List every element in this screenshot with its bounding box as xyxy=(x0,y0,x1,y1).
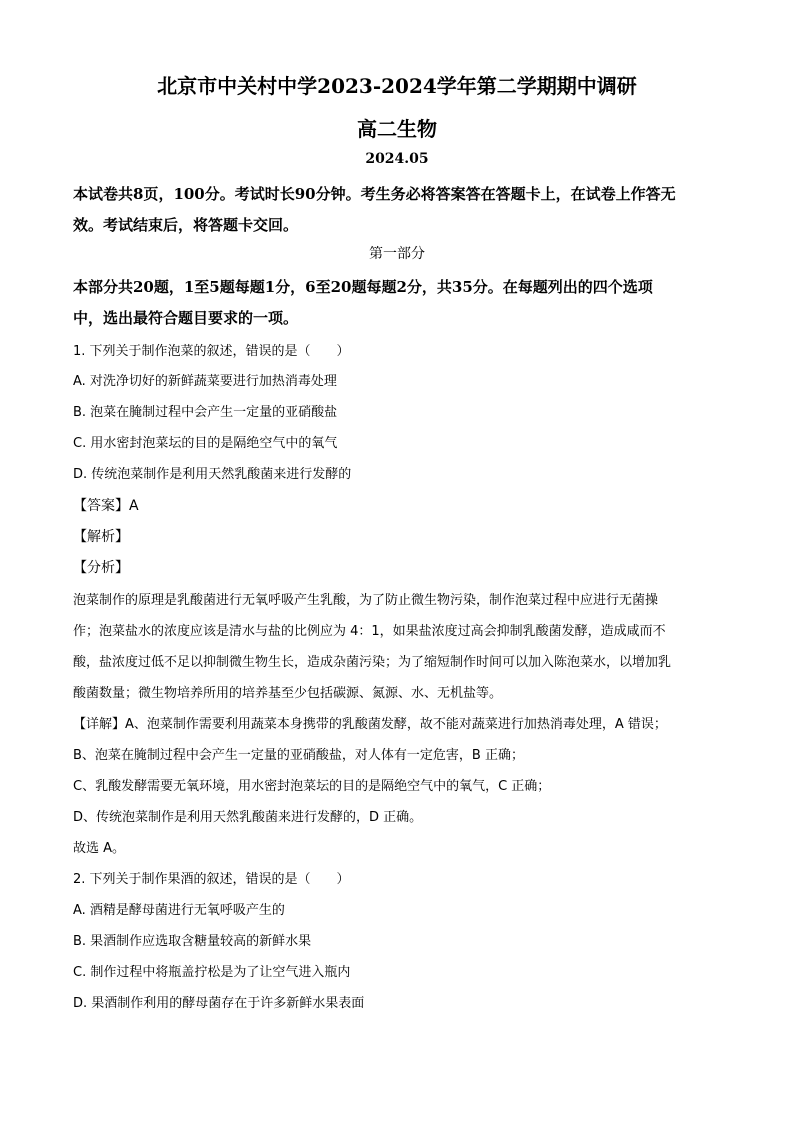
question-1-conclusion: 故选 A。 xyxy=(73,841,126,856)
instructions-line-2: 效。考试结束后，将答题卡交回。 xyxy=(73,216,299,234)
question-1-option-a: A. 对洗净切好的新鲜蔬菜要进行加热消毒处理 xyxy=(73,374,337,389)
question-1-option-c: C. 用水密封泡菜坛的目的是隔绝空气中的氧气 xyxy=(73,436,338,451)
exam-date: 2024.05 xyxy=(365,151,429,167)
question-1-detail-line-3: C、乳酸发酵需要无氧环境，用水密封泡菜坛的目的是隔绝空气中的氧气，C 正确； xyxy=(73,779,551,794)
question-1-option-b: B. 泡菜在腌制过程中会产生一定量的亚硝酸盐 xyxy=(73,405,338,420)
question-2-option-c: C. 制作过程中将瓶盖拧松是为了让空气进入瓶内 xyxy=(73,965,351,980)
question-2-stem: 2. 下列关于制作果酒的叙述，错误的是（ ） xyxy=(73,872,350,887)
question-1-fenxi-line-4: 酸菌数量；微生物培养所用的培养基至少包括碳源、氮源、水、无机盐等。 xyxy=(73,686,503,701)
question-1-answer: 【答案】A xyxy=(73,498,139,514)
part-heading: 第一部分 xyxy=(369,246,425,262)
question-1-detail-line-1: 【详解】A、泡菜制作需要利用蔬菜本身携带的乳酸菌发酵，故不能对蔬菜进行加热消毒处理，A 错误； xyxy=(73,717,667,732)
question-2-option-d: D. 果酒制作利用的酵母菌存在于许多新鲜水果表面 xyxy=(73,996,365,1011)
question-1-option-d: D. 传统泡菜制作是利用天然乳酸菌来进行发酵的 xyxy=(73,467,352,482)
question-1-fenxi-label: 【分析】 xyxy=(73,560,129,576)
instructions-line-1: 本试卷共8页，100分。考试时长90分钟。考生务必将答案答在答题卡上，在试卷上作答无 xyxy=(73,185,676,203)
page-subtitle: 高二生物 xyxy=(357,117,437,141)
question-2-option-b: B. 果酒制作应选取含糖量较高的新鲜水果 xyxy=(73,934,312,949)
question-1-detail-line-4: D、传统泡菜制作是利用天然乳酸菌来进行发酵的，D 正确。 xyxy=(73,810,423,825)
part-description-line-1: 本部分共20题，1至5题每题1分，6至20题每题2分，共35分。在每题列出的四个选项 xyxy=(73,278,653,296)
question-1-stem: 1. 下列关于制作泡菜的叙述，错误的是（ ） xyxy=(73,344,350,359)
question-1-detail-line-2: B、泡菜在腌制过程中会产生一定量的亚硝酸盐，对人体有一定危害，B 正确； xyxy=(73,748,524,763)
question-1-fenxi-line-3: 酸，盐浓度过低不足以抑制微生物生长，造成杂菌污染；为了缩短制作时间可以加入陈泡菜水，以增加乳 xyxy=(73,655,672,670)
question-1-analysis-label: 【解析】 xyxy=(73,529,129,545)
question-1-fenxi-line-1: 泡菜制作的原理是乳酸菌进行无氧呼吸产生乳酸，为了防止微生物污染，制作泡菜过程中应进行无菌操 xyxy=(73,593,659,608)
page-title: 北京市中关村中学2023-2024学年第二学期期中调研 xyxy=(157,74,637,98)
question-1-fenxi-line-2: 作；泡菜盐水的浓度应该是清水与盐的比例应为 4：1，如果盐浓度过高会抑制乳酸菌发酵，造成咸而不 xyxy=(73,624,666,639)
part-description-line-2: 中，选出最符合题目要求的一项。 xyxy=(73,309,299,327)
question-2-option-a: A. 酒精是酵母菌进行无氧呼吸产生的 xyxy=(73,903,285,918)
